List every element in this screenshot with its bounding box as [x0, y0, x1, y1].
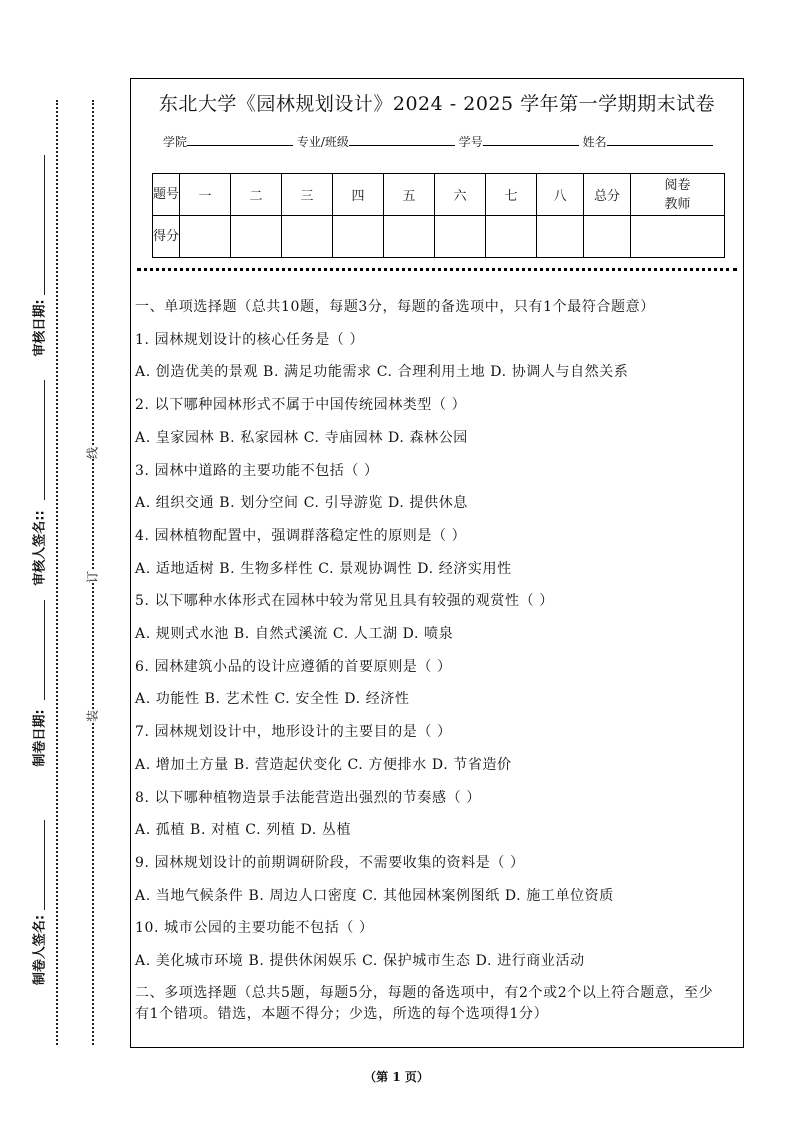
student-id-field[interactable] [483, 133, 579, 146]
section1-heading: 一、单项选择题（总共10题，每题3分，每题的备选项中，只有1个最符合题意） [135, 299, 655, 315]
question-5-options: A. 规则式水池 B. 自然式溪流 C. 人工湖 D. 喷泉 [135, 626, 454, 643]
student-id-label: 学号 [458, 135, 483, 149]
maker-signature-label: 制卷人签名: [32, 914, 48, 986]
reviewer-date-label: 审核日期: [32, 299, 48, 357]
score-cell-7[interactable] [486, 216, 537, 258]
question-10: 10. 城市公园的主要功能不包括（ ） [135, 920, 374, 937]
col-8: 八 [537, 174, 584, 216]
bind-char-ding: 订 [80, 571, 105, 583]
col-6: 六 [435, 174, 486, 216]
bind-char-xian: 线 [80, 447, 105, 459]
col-grader: 阅卷教师 [631, 174, 725, 216]
col-total: 总分 [584, 174, 631, 216]
maker-date-label: 制卷日期: [32, 709, 48, 767]
col-1: 一 [180, 174, 231, 216]
question-2-options: A. 皇家园林 B. 私家园林 C. 寺庙园林 D. 森林公园 [135, 429, 468, 446]
question-9: 9. 园林规划设计的前期调研阶段，不需要收集的资料是（ ） [135, 854, 525, 871]
question-1: 1. 园林规划设计的核心任务是（ ） [135, 331, 365, 348]
question-4: 4. 园林植物配置中，强调群落稳定性的原则是（ ） [135, 527, 467, 544]
question-3: 3. 园林中道路的主要功能不包括（ ） [135, 462, 379, 479]
question-3-options: A. 组织交通 B. 划分空间 C. 引导游览 D. 提供休息 [135, 495, 468, 512]
question-7: 7. 园林规划设计中，地形设计的主要目的是（ ） [135, 724, 452, 741]
score-cell-2[interactable] [231, 216, 282, 258]
section2-heading: 二、多项选择题（总共5题，每题5分，每题的备选项中，有2个或2个以上符合题意，至少有1个错项。错选，本题不得分；少选，所选的每个选项得1分） [135, 984, 714, 1022]
col-2: 二 [231, 174, 282, 216]
question-8-options: A. 孤植 B. 对植 C. 列植 D. 丛植 [135, 822, 352, 839]
exam-title: 东北大学《园林规划设计》2024 - 2025 学年第一学期期末试卷 [158, 93, 716, 115]
binding-margin [0, 0, 20, 1122]
question-8: 8. 以下哪种植物造景手法能营造出强烈的节奏感（ ） [135, 789, 481, 806]
col-4: 四 [333, 174, 384, 216]
major-class-label: 专业/班级 [296, 135, 349, 149]
student-info-row [163, 133, 713, 150]
major-class-field[interactable] [349, 133, 455, 146]
question-10-options: A. 美化城市环境 B. 提供休闲娱乐 C. 保护城市生态 D. 进行商业活动 [135, 953, 585, 970]
score-cell-4[interactable] [333, 216, 384, 258]
name-field[interactable] [607, 133, 713, 146]
col-7: 七 [486, 174, 537, 216]
score-cell-6[interactable] [435, 216, 486, 258]
score-cell-3[interactable] [282, 216, 333, 258]
question-6-options: A. 功能性 B. 艺术性 C. 安全性 D. 经济性 [135, 691, 410, 708]
outer-dotted-line [56, 100, 58, 1045]
college-label: 学院 [163, 135, 188, 149]
section-separator [137, 268, 737, 271]
col-5: 五 [384, 174, 435, 216]
col-3: 三 [282, 174, 333, 216]
question-9-options: A. 当地气候条件 B. 周边人口密度 C. 其他园林案例图纸 D. 施工单位资质 [135, 887, 614, 904]
question-5: 5. 以下哪种水体形式在园林中较为常见且具有较强的观赏性（ ） [135, 593, 554, 610]
question-2: 2. 以下哪种园林形式不属于中国传统园林类型（ ） [135, 397, 467, 414]
row-label-question-no: 题号 [153, 174, 180, 216]
score-cell-8[interactable] [537, 216, 584, 258]
question-1-options: A. 创造优美的景观 B. 满足功能需求 C. 合理利用土地 D. 协调人与自然关系 [135, 364, 629, 381]
bind-char-zhuang: 装 [80, 710, 105, 722]
reviewer-signature-label: 审核人签名:: [32, 510, 48, 586]
exam-frame [130, 78, 744, 1048]
score-cell-total[interactable] [584, 216, 631, 258]
row-label-score: 得分 [153, 216, 180, 258]
score-cell-5[interactable] [384, 216, 435, 258]
question-content [135, 291, 725, 1025]
score-cell-grader[interactable] [631, 216, 725, 258]
name-label: 姓名 [582, 135, 607, 149]
page-number: （第 1 页） [364, 1070, 429, 1084]
question-4-options: A. 适地适树 B. 生物多样性 C. 景观协调性 D. 经济实用性 [135, 560, 512, 577]
college-field[interactable] [187, 133, 293, 146]
question-6: 6. 园林建筑小品的设计应遵循的首要原则是（ ） [135, 658, 452, 675]
score-table [152, 173, 725, 258]
question-7-options: A. 增加土方量 B. 营造起伏变化 C. 方便排水 D. 节省造价 [135, 756, 512, 773]
score-cell-1[interactable] [180, 216, 231, 258]
